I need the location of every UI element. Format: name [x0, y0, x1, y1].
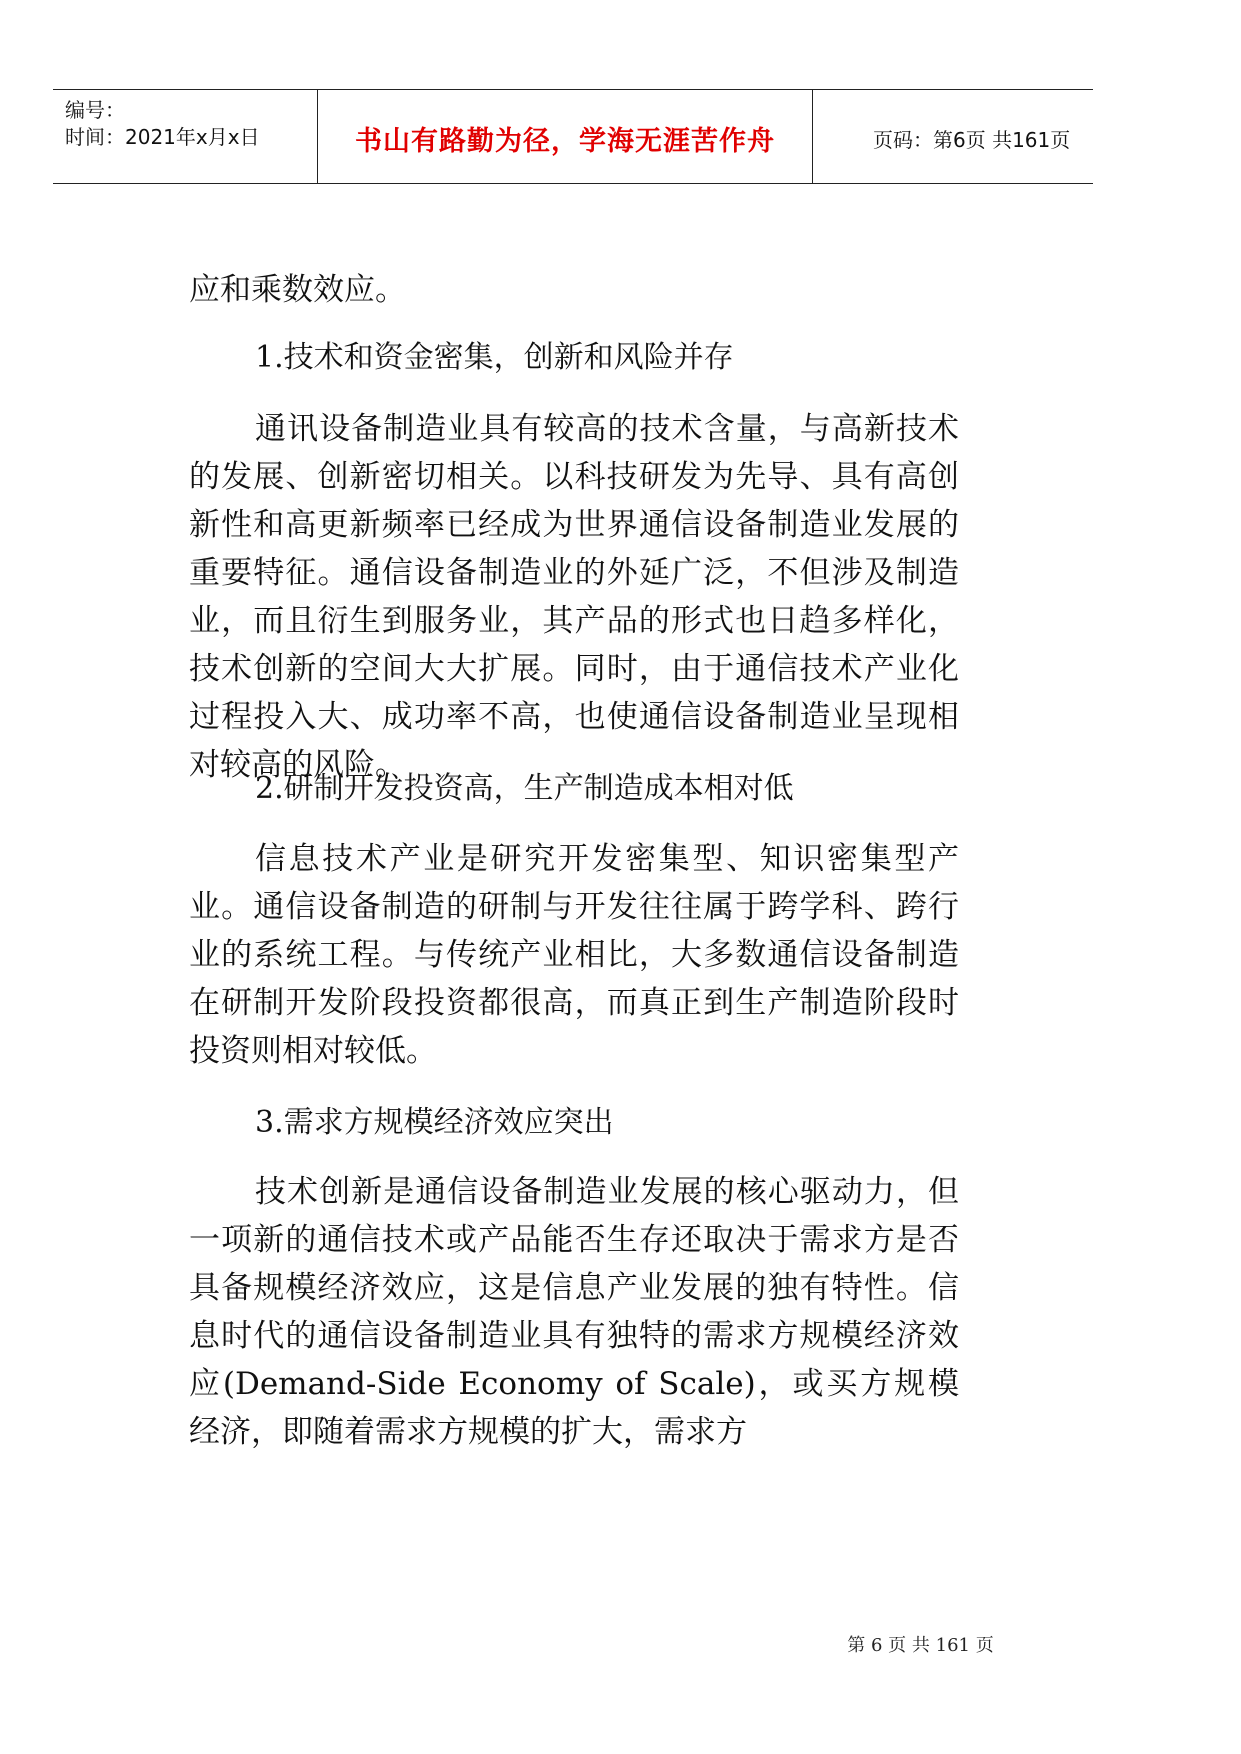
paragraph-2: 信息技术产业是研究开发密集型、知识密集型产业。通信设备制造的研制与开发往往属于跨学科、跨行业的系统工程。与传统产业相比，大多数通信设备制造在研制开发阶段投资都很高，而真正到生产制造阶段时投资则相对较低。: [189, 841, 959, 1069]
section-heading-1: 1.技术和资金密集，创新和风险并存: [255, 340, 734, 375]
section-heading-1-block: [189, 334, 959, 382]
section-heading-2: 2.研制开发投资高，生产制造成本相对低: [255, 771, 794, 806]
header-motto-cell: [317, 90, 813, 183]
date-label: 时间：2021年x月x日: [65, 125, 260, 149]
footer-page-number: 第 6 页 共 161 页: [847, 1635, 994, 1656]
serial-number-label: 编号：: [65, 98, 125, 122]
motto-text: 书山有路勤为径，学海无涯苦作舟: [355, 126, 775, 157]
header-page-cell: [813, 90, 1093, 183]
page-code: 页码：第6页 共161页: [873, 128, 1071, 152]
page-footer: [0, 1631, 1241, 1657]
section-heading-3: 3.需求方规模经济效应突出: [255, 1105, 614, 1140]
paragraph-3: 技术创新是通信设备制造业发展的核心驱动力，但一项新的通信技术或产品能否生存还取决于需求方是否具备规模经济效应，这是信息产业发展的独有特性。信息时代的通信设备制造业具有独特的需求方规模经济效应(Demand-Side Economy of Scale)，或买方规模经济，即随着需求方规模的扩大，需求方: [189, 1174, 959, 1450]
paragraph-1-block: [189, 405, 959, 789]
document-header: [53, 89, 1093, 184]
document-body: [189, 266, 959, 314]
paragraph-3-block: [189, 1168, 959, 1456]
paragraph-2-block: [189, 835, 959, 1075]
paragraph-continuation: 应和乘数效应。: [189, 272, 406, 308]
section-heading-2-block: [189, 765, 959, 813]
paragraph-1: 通讯设备制造业具有较高的技术含量，与高新技术的发展、创新密切相关。以科技研发为先导、具有高创新性和高更新频率已经成为世界通信设备制造业发展的重要特征。通信设备制造业的外延广泛，不但涉及制造业，而且衍生到服务业，其产品的形式也日趋多样化，技术创新的空间大大扩展。同时，由于通信技术产业化过程投入大、成功率不高，也使通信设备制造业呈现相对较高的风险。: [189, 411, 959, 783]
header-meta-cell: [53, 90, 317, 183]
section-heading-3-block: [189, 1099, 959, 1147]
